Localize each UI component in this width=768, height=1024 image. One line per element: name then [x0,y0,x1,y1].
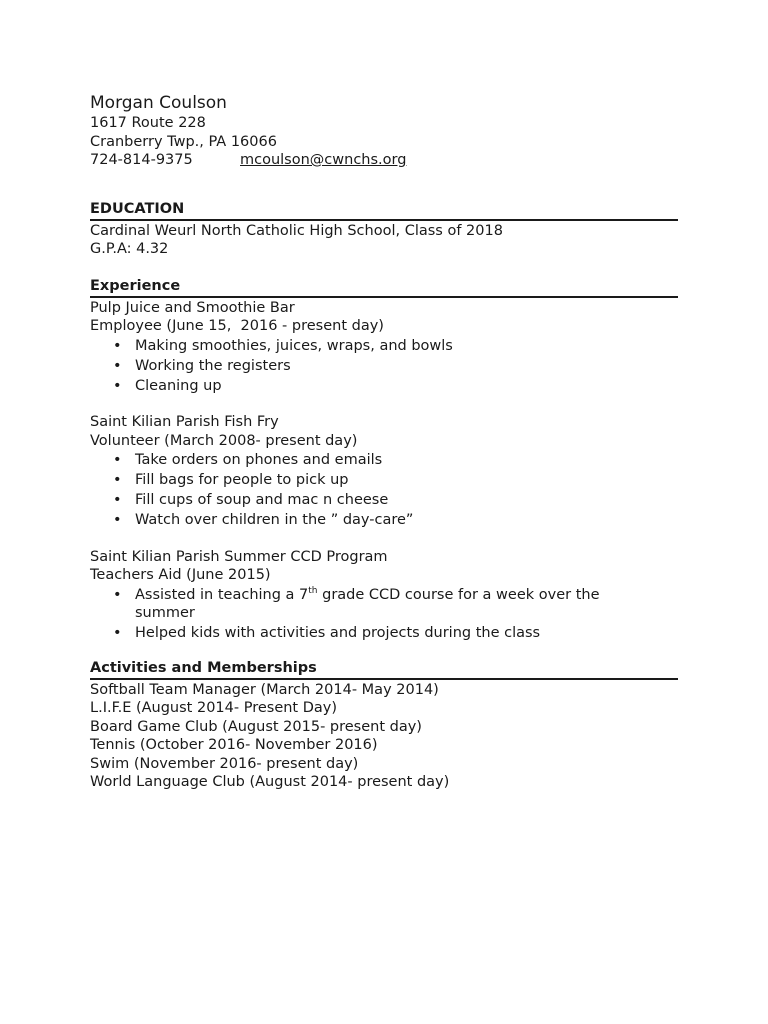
job-duty-item [90,337,678,356]
ordinal-suffix: th [308,585,318,596]
job-role: Volunteer (March 2008- present day) [90,432,358,449]
job-duty-text: Watch over children in the ” day-care” [135,512,414,528]
job-entry [90,299,678,396]
job-duty-text: Cleaning up [135,377,222,394]
job-duty-text: Working the registers [135,357,291,374]
job-entry [90,413,678,530]
applicant-name: Morgan Coulson [90,93,227,113]
phone-email-row [90,151,678,170]
education-section [90,222,678,259]
activity-item: L.I.F.E (August 2014- Present Day) [90,700,338,716]
job-duty-text: Fill bags for people to pick up [135,472,349,488]
bullet-icon: • [113,512,122,528]
job-duty-text: Helped kids with activities and projects during the class [135,625,541,641]
bullet-icon: • [113,357,122,374]
activity-item: Softball Team Manager (March 2014- May 2014) [90,681,439,698]
job-organization: Saint Kilian Parish Fish Fry [90,414,279,430]
activities-heading: Activities and Memberships [90,659,678,680]
job-duty-text-part: Assisted in teaching a 7 [135,586,309,603]
contact-block [90,92,678,170]
education-heading: EDUCATION [90,200,678,221]
bullet-icon: • [113,377,122,394]
job-duty-item [90,586,678,623]
education-school: Cardinal Weurl North Catholic High School, Class of 2018 [90,222,503,239]
job-duty-text: Take orders on phones and emails [135,452,383,468]
job-duties-list [90,586,678,643]
bullet-icon: • [113,586,122,603]
job-organization: Saint Kilian Parish Summer CCD Program [90,548,388,565]
activity-item: World Language Club (August 2014- present day) [90,774,450,790]
job-role: Employee (June 15, 2016 - present day) [90,318,384,334]
resume-content [90,92,678,792]
activity-item: Tennis (October 2016- November 2016) [90,737,378,753]
job-duty-text: Fill cups of soup and mac n cheese [135,492,389,508]
job-duty-text: Making smoothies, juices, wraps, and bowls [135,337,453,354]
job-duty-item [90,377,678,396]
bullet-icon: • [113,452,122,468]
job-duty-text-part: summer [135,605,195,621]
experience-section [90,299,678,643]
job-entry [90,548,678,643]
job-duty-item [90,511,678,530]
address-line-1: 1617 Route 228 [90,115,206,131]
bullet-icon: • [113,492,122,508]
job-duty-item [90,491,678,510]
job-duties-list [90,337,678,396]
activity-item: Swim (November 2016- present day) [90,755,359,772]
activity-item: Board Game Club (August 2015- present day) [90,718,422,735]
job-duties-list [90,451,678,530]
job-organization: Pulp Juice and Smoothie Bar [90,299,295,316]
bullet-icon: • [113,337,122,354]
job-role: Teachers Aid (June 2015) [90,567,271,583]
job-duty-item [90,357,678,376]
experience-heading: Experience [90,277,678,298]
address-line-2: Cranberry Twp., PA 16066 [90,133,277,150]
bullet-icon: • [113,472,122,488]
job-duty-item [90,624,678,643]
job-duty-text-part: grade CCD course for a week over the [317,586,600,603]
education-gpa: G.P.A: 4.32 [90,241,169,257]
email-link[interactable]: mcoulson@cwnchs.org [240,152,407,168]
job-duty-item [90,451,678,470]
phone-number: 724-814-9375 [90,152,193,168]
activities-section [90,681,678,792]
job-duty-item [90,471,678,490]
bullet-icon: • [113,625,122,641]
